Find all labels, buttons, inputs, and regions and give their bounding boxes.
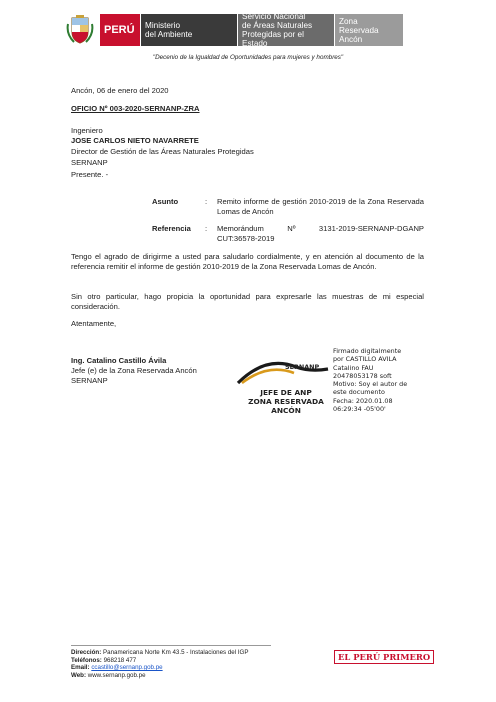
email-link[interactable]: ccastillo@sernanp.gob.pe xyxy=(91,664,163,672)
sig-line-8: 06:29:34 -05'00' xyxy=(333,405,386,414)
footer-divider xyxy=(71,645,271,646)
peru-block xyxy=(100,14,140,46)
zone-line-2: Ancón xyxy=(339,34,363,44)
recipient-org: SERNANP xyxy=(71,158,108,167)
office-number: OFICIO Nº 003-2020-SERNANP-ZRA xyxy=(71,104,200,113)
decenio-motto: "Decenio de la Igualdad de Oportunidades para mujeres y hombres" xyxy=(152,54,344,61)
asunto-label: Asunto xyxy=(152,197,179,206)
sig-line-6: este documento xyxy=(333,388,385,397)
zone-line-1: Zona Reservada xyxy=(339,16,379,35)
paragraph-2: Sin otro particular, hago propicia la oportunidad para expresarle las muestras de mi especial consideración. xyxy=(71,292,424,311)
referencia-line-1: Memorándum Nº 3131-2019-SERNANP-DGANP xyxy=(217,224,424,233)
phone-value: 968218 477 xyxy=(103,656,137,664)
email-label: Email: xyxy=(71,664,90,672)
footer-contact xyxy=(71,649,248,679)
phone-label: Teléfonos: xyxy=(71,656,102,664)
footer-address xyxy=(71,649,248,657)
service-line-2: de Áreas Naturales xyxy=(242,21,313,30)
stamp-line-1: JEFE DE ANP xyxy=(260,388,312,397)
letterhead xyxy=(66,14,403,46)
sig-line-5: Motivo: Soy el autor de xyxy=(333,380,408,389)
referencia-label: Referencia xyxy=(152,224,191,233)
footer-email xyxy=(71,664,248,672)
peru-primero-logo: EL PERÚ PRIMERO xyxy=(334,650,434,664)
digital-signature xyxy=(333,347,433,413)
recipient-position: Director de Gestión de las Áreas Naturales Protegidas xyxy=(71,147,254,156)
paragraph-1: Tengo el agrado de dirigirme a usted para saludarlo cordialmente, y en atención al documento de la referencia remitir el informe de gestión 2010-2019 de la Zona Reservada Lomas de Ancón. xyxy=(71,252,424,271)
service-line-3: Protegidas por el Estado xyxy=(242,30,304,48)
web-label: Web: xyxy=(71,671,87,679)
referencia-line-2: CUT:36578-2019 xyxy=(217,234,275,243)
footer-phone xyxy=(71,657,248,665)
address-label: Dirección: xyxy=(71,649,102,656)
stamp-block xyxy=(245,388,327,415)
sig-line-7: Fecha: 2020.01.08 xyxy=(333,396,393,405)
sig-line-4: 20478053178 soft xyxy=(333,371,392,380)
letter-date: Ancón, 06 de enero del 2020 xyxy=(71,86,169,95)
coat-of-arms-icon xyxy=(66,14,94,46)
closing: Atentamente, xyxy=(71,319,117,328)
ministry-line-1: Ministerio xyxy=(145,21,181,30)
sig-line-2: por CASTILLO AVILA xyxy=(333,355,397,364)
web-value: www.sernanp.gob.pe xyxy=(87,671,146,679)
signer-position: Jefe (e) de la Zona Reservada Ancón xyxy=(71,366,197,375)
service-line-1: Servicio Nacional xyxy=(242,12,306,21)
sernanp-logo-icon xyxy=(236,357,332,385)
asunto-colon: : xyxy=(205,197,208,206)
referencia-colon: : xyxy=(205,224,208,233)
service-block xyxy=(237,14,334,46)
sig-line-3: Catalino FAU xyxy=(333,363,374,372)
recipient-name: JOSE CARLOS NIETO NAVARRETE xyxy=(71,136,199,145)
asunto-text: Remito informe de gestión 2010-2019 de la Zona Reservada Lomas de Ancón xyxy=(217,197,424,216)
recipient-title: Ingeniero xyxy=(71,126,103,135)
sig-line-1: Firmado digitalmente xyxy=(333,347,402,355)
stamp-line-2: ZONA RESERVADA xyxy=(248,397,324,406)
address-value: Panamericana Norte Km 43.5 - Instalaciones del IGP xyxy=(103,649,249,656)
stamp-line-3: ANCÓN xyxy=(271,406,301,415)
presente: Presente. - xyxy=(71,170,109,179)
peru-label: PERÚ xyxy=(104,23,135,36)
signer-org: SERNANP xyxy=(71,376,108,385)
signer-name: Ing. Catalino Castillo Ávila xyxy=(71,356,167,365)
zone-block xyxy=(334,14,403,46)
ministry-block xyxy=(140,14,237,46)
footer-web xyxy=(71,672,248,680)
ministry-line-2: del Ambiente xyxy=(145,30,193,39)
stamp-logo-text: SERNANP xyxy=(285,363,320,371)
